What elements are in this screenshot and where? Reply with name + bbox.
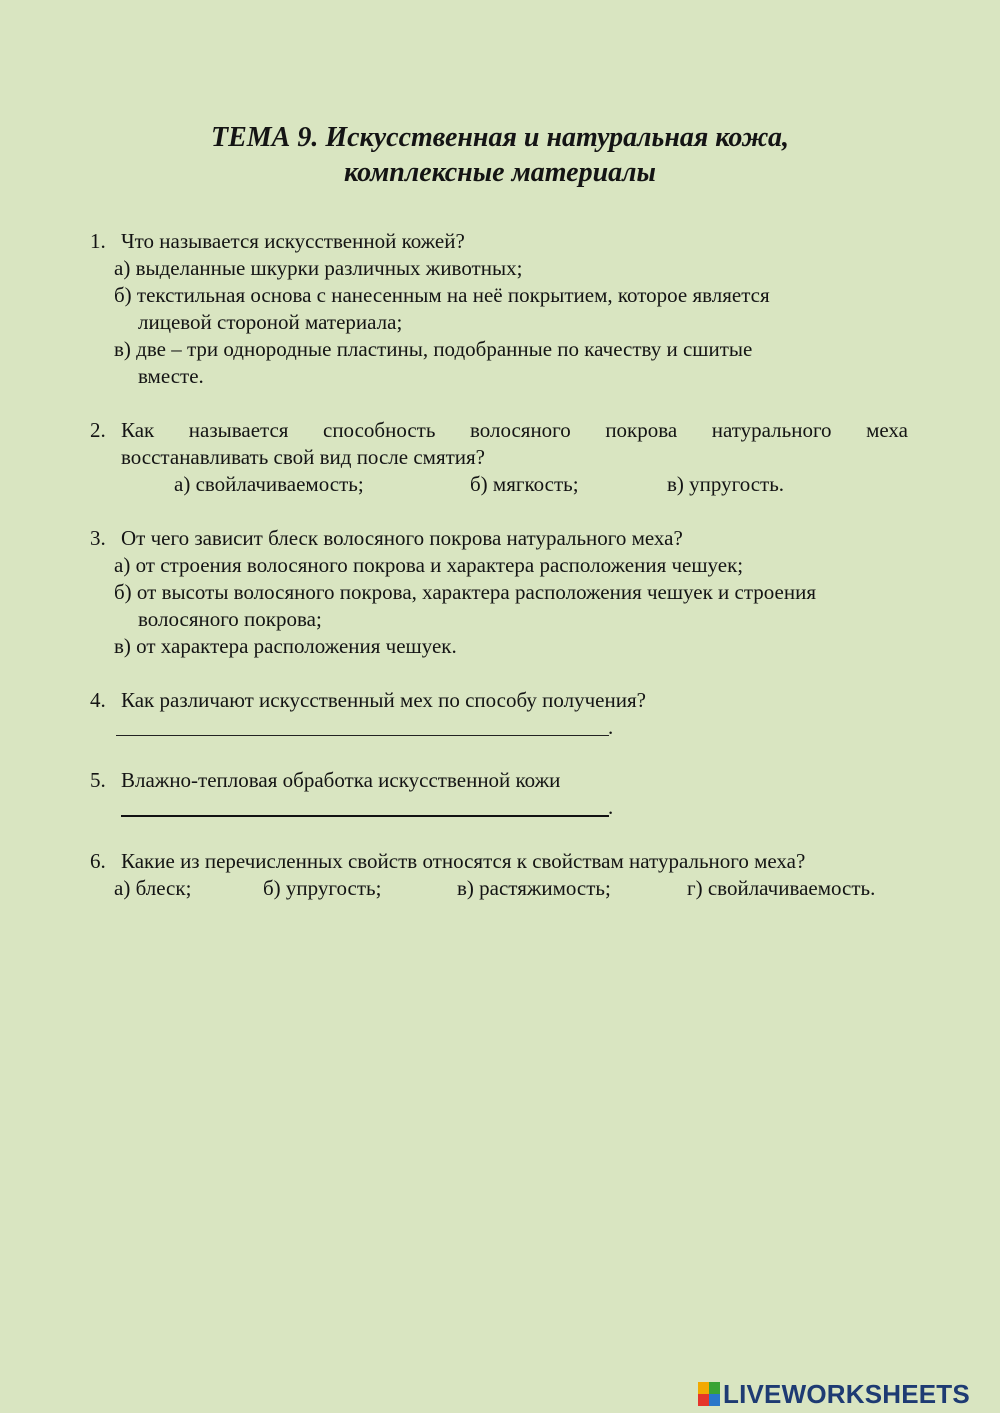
option-c: в) две – три однородные пластины, подобранные по качеству и сшитые: [114, 337, 753, 361]
question-number: 2.: [90, 418, 106, 442]
question-text: От чего зависит блеск волосяного покрова натурального меха?: [121, 526, 683, 550]
answer-end-mark: .: [608, 795, 614, 819]
question-word: покрова: [605, 418, 678, 442]
logo-square-icon: [709, 1382, 720, 1394]
question-number: 1.: [90, 229, 106, 253]
title-line-2: комплексные материалы: [344, 157, 656, 188]
worksheet-title: [0, 120, 1000, 190]
logo-text: LIVEWORKSHEETS: [723, 1378, 970, 1409]
question-word: натурального: [711, 418, 832, 442]
option-c: в) от характера расположения чешуек.: [114, 634, 457, 658]
option-b: б) текстильная основа с нанесенным на неё покрытием, которое является: [114, 283, 770, 307]
question-word: Как: [121, 418, 155, 442]
question-number: 5.: [90, 768, 106, 792]
question-text: [121, 417, 908, 444]
question-word: меха: [866, 418, 908, 442]
option-a: а) от строения волосяного покрова и характера расположения чешуек;: [114, 553, 744, 577]
option-a: а) выделанные шкурки различных животных;: [114, 256, 523, 280]
answer-input[interactable]: [121, 815, 609, 817]
question-text: Влажно-тепловая обработка искусственной кожи: [121, 768, 561, 792]
question-number: 3.: [90, 526, 106, 550]
question-text: Как различают искусственный мех по способу получения?: [121, 688, 646, 712]
option-b[interactable]: б) мягкость;: [470, 472, 579, 496]
question-text: Какие из перечисленных свойств относятся к свойствам натурального меха?: [121, 849, 806, 873]
liveworksheets-logo: [698, 1378, 970, 1410]
logo-square-icon: [698, 1382, 709, 1394]
option-c-continued: вместе.: [138, 364, 204, 388]
question-word: способность: [323, 418, 436, 442]
question-text-continued: восстанавливать свой вид после смятия?: [121, 445, 485, 469]
option-c[interactable]: в) растяжимость;: [457, 876, 611, 900]
option-a[interactable]: а) блеск;: [114, 876, 192, 900]
answer-end-mark: .: [608, 715, 614, 739]
question-word: волосяного: [469, 418, 571, 442]
option-b: б) от высоты волосяного покрова, характера расположения чешуек и строения: [114, 580, 817, 604]
liveworksheets-logo-icon: [698, 1382, 720, 1406]
option-c[interactable]: в) упругость.: [667, 472, 785, 496]
option-d[interactable]: г) свойлачиваемость.: [687, 876, 876, 900]
answer-input[interactable]: [116, 735, 609, 736]
option-b-continued: волосяного покрова;: [138, 607, 322, 631]
option-b-continued: лицевой стороной материала;: [138, 310, 403, 334]
option-a[interactable]: а) свойлачиваемость;: [174, 472, 364, 496]
question-number: 6.: [90, 849, 106, 873]
title-line-1: ТЕМА 9. Искусственная и натуральная кожа,: [210, 122, 790, 153]
question-number: 4.: [90, 688, 106, 712]
question-text: Что называется искусственной кожей?: [121, 229, 465, 253]
question-word: называется: [188, 418, 289, 442]
option-b[interactable]: б) упругость;: [263, 876, 382, 900]
logo-square-icon: [698, 1394, 709, 1406]
logo-square-icon: [709, 1394, 720, 1406]
